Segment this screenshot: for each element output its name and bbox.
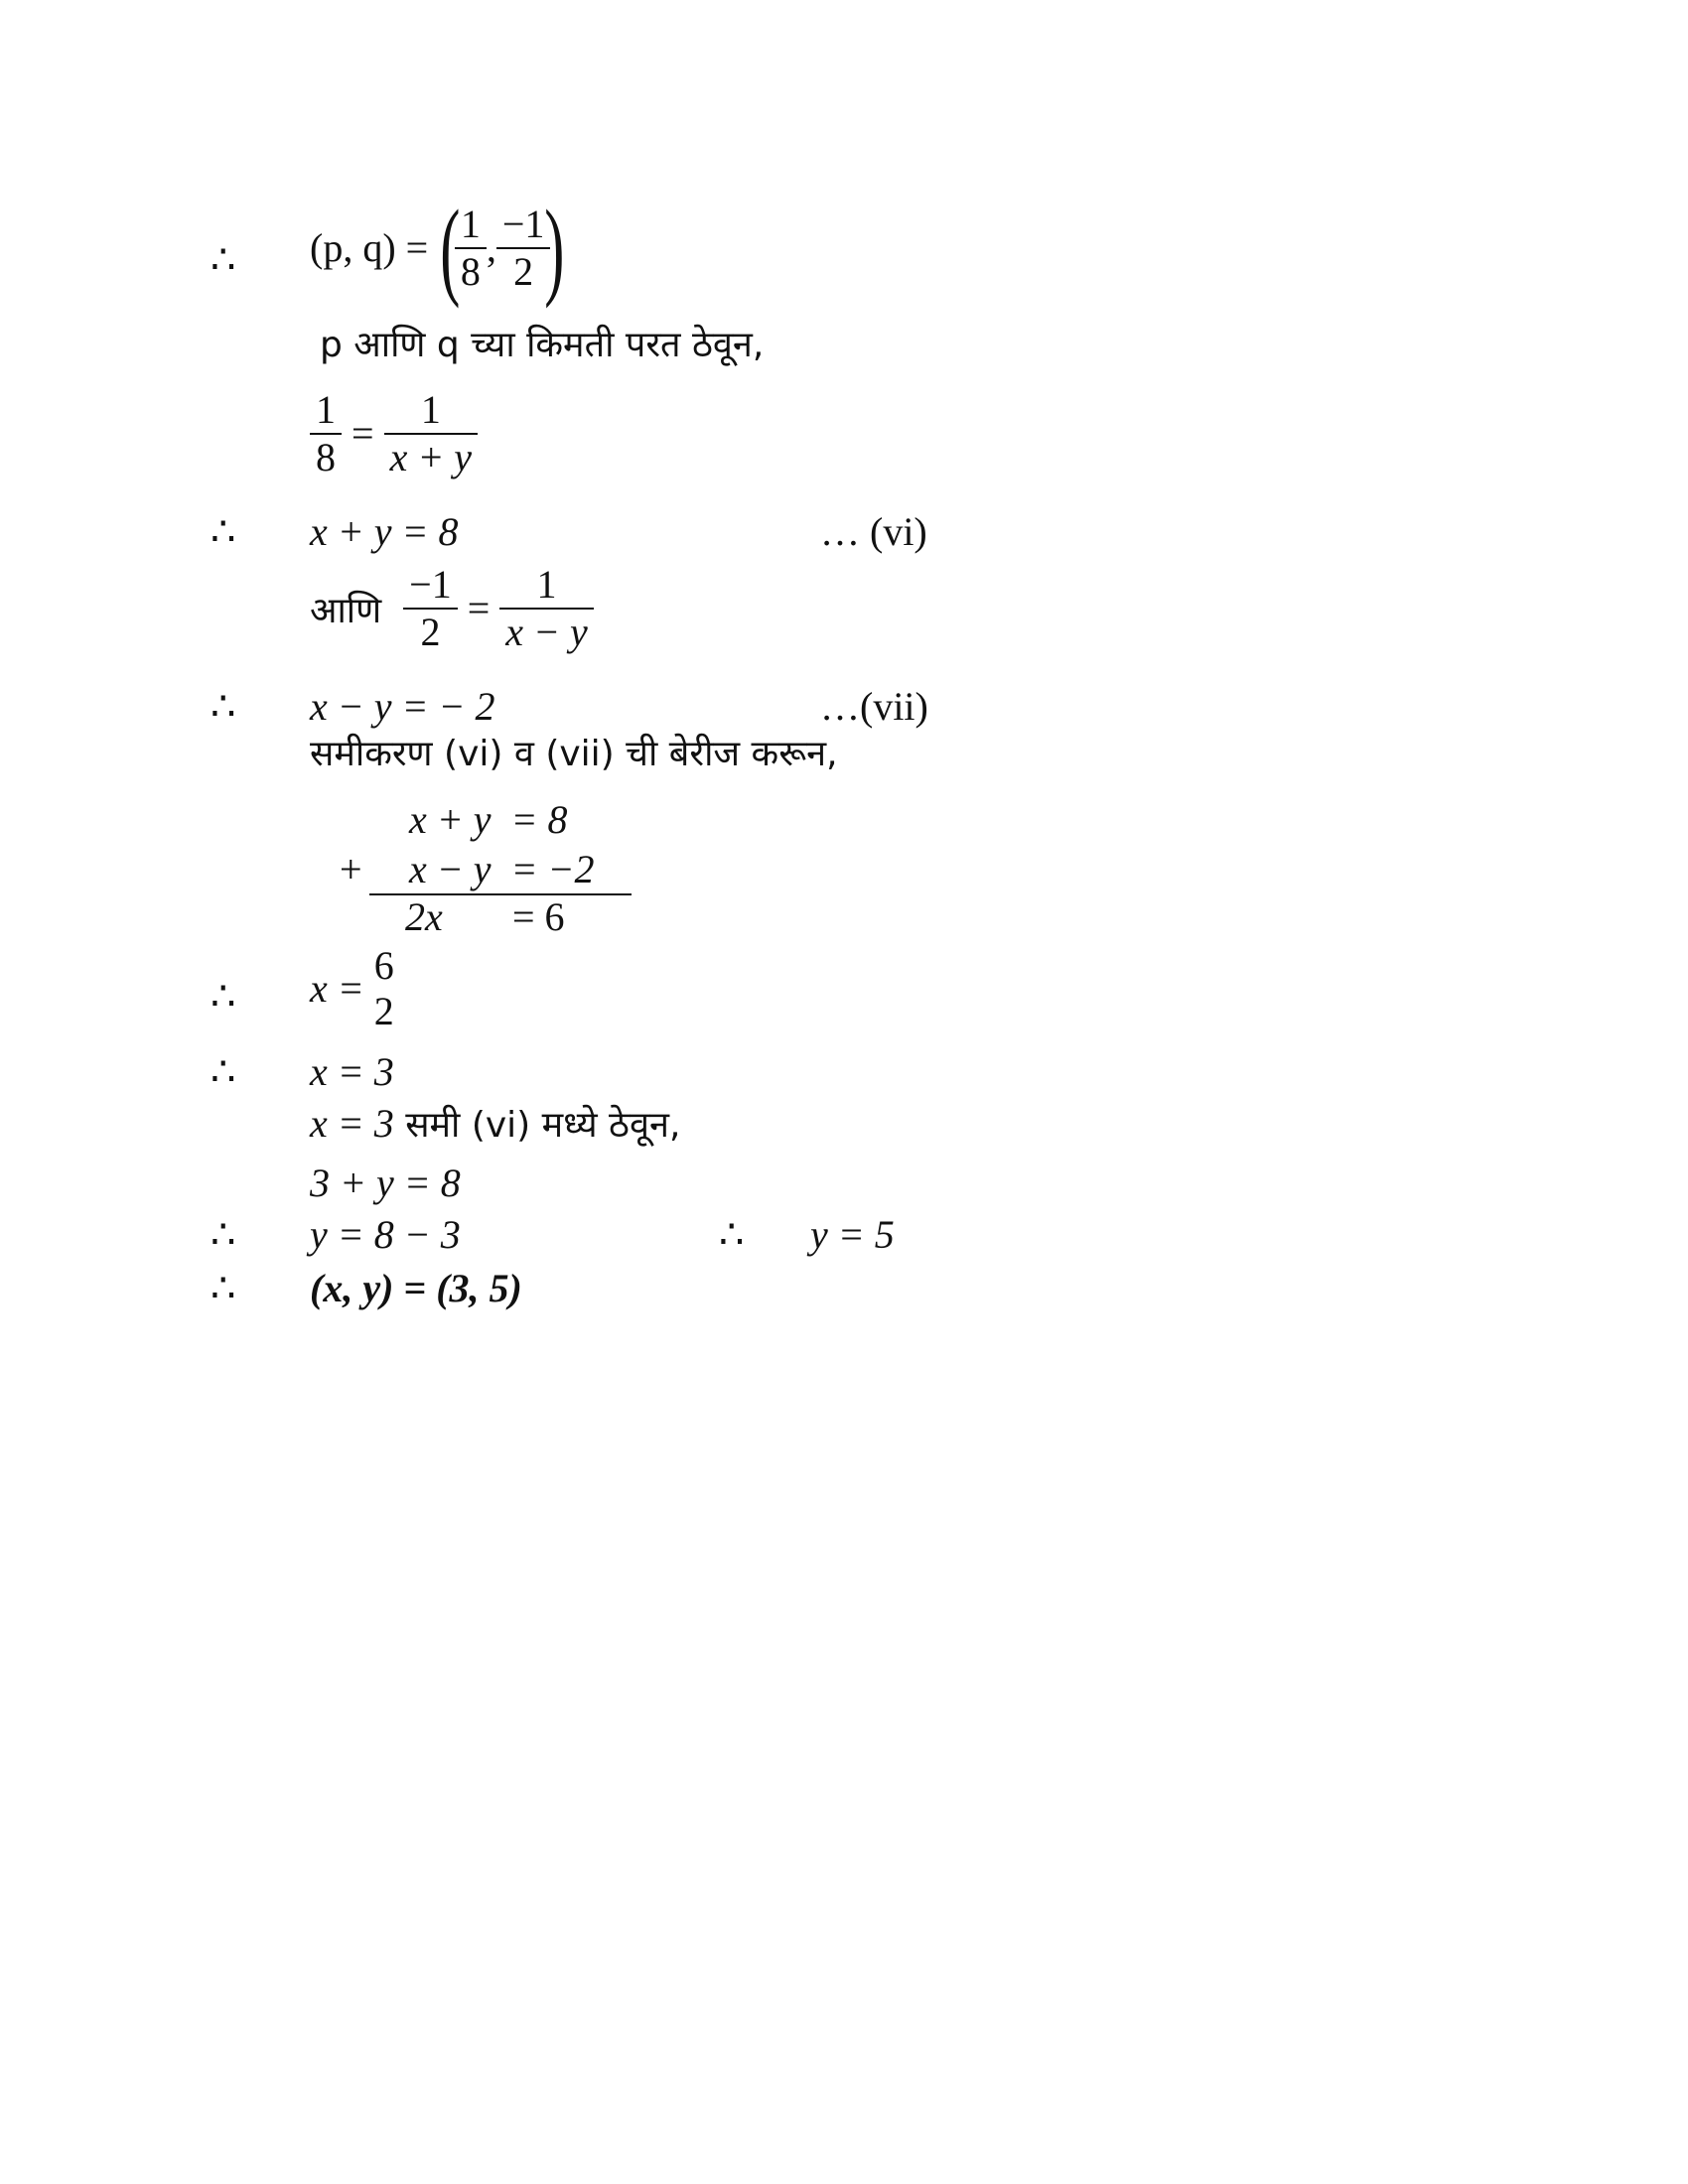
left-paren: (	[440, 188, 461, 309]
addition-row-3-left: 2x	[405, 894, 443, 939]
therefore-symbol: ∴	[211, 974, 236, 1019]
equation-x-fraction	[310, 943, 400, 1034]
fraction-numerator: 1	[310, 387, 342, 435]
equals-sign: =	[467, 586, 491, 630]
addition-plus-sign: +	[340, 847, 362, 891]
fraction-left	[310, 387, 342, 480]
pq-lhs: (p, q) =	[310, 225, 429, 270]
x-equals: x =	[310, 966, 364, 1011]
fraction-denominator: 2	[373, 989, 394, 1033]
fraction-numerator: 1	[455, 202, 487, 249]
substitute-x-line	[310, 1102, 680, 1148]
fraction-denominator: 8	[460, 249, 481, 294]
fraction-numerator: −1	[403, 562, 458, 610]
fraction-right	[499, 562, 594, 655]
therefore-symbol: ∴	[211, 237, 236, 282]
equation-x-3: x = 3	[310, 1049, 394, 1094]
equation-tag-vi: … (vi)	[820, 509, 927, 554]
substitute-pq-text: p आणि q च्या किमती परत ठेवून,	[320, 325, 765, 365]
therefore-symbol: ∴	[211, 1266, 236, 1310]
fraction-numerator: −1	[496, 202, 551, 249]
comma: ,	[486, 225, 496, 270]
addition-row-3-right: = 6	[512, 894, 565, 939]
equation-1-8	[310, 387, 478, 480]
fraction-denominator: 2	[420, 610, 441, 654]
equation-y-5: y = 5	[810, 1212, 895, 1257]
substitute-x-text: समी (vi) मध्ये ठेवून,	[393, 1105, 681, 1146]
fraction-denominator: 8	[316, 435, 336, 479]
fraction-6-2	[368, 943, 400, 1034]
fraction-q	[496, 202, 551, 295]
equation-tag-vii: …(vii)	[820, 684, 928, 729]
final-answer: (x, y) = (3, 5)	[310, 1266, 522, 1310]
fraction-numerator: 6	[373, 943, 394, 988]
addition-row-1: x + y = 8	[409, 797, 568, 842]
equation-vi: x + y = 8	[310, 509, 459, 554]
equation-y-8-minus-3: y = 8 − 3	[310, 1212, 461, 1257]
therefore-symbol: ∴	[211, 1049, 236, 1094]
equation-3-plus-y: 3 + y = 8	[310, 1160, 461, 1205]
pq-values-equation	[310, 188, 573, 309]
fraction-denominator: x − y	[505, 610, 588, 654]
equals-sign: =	[352, 411, 374, 456]
addition-row-2: x − y = −2	[409, 847, 595, 891]
right-paren: )	[544, 188, 565, 309]
fraction-numerator: 1	[384, 387, 479, 435]
x-equals-3: x = 3	[310, 1101, 394, 1146]
therefore-symbol: ∴	[211, 684, 236, 729]
fraction-denominator: 2	[513, 249, 534, 294]
and-word: आणि	[310, 590, 382, 631]
fraction-right	[384, 387, 479, 480]
fraction-numerator: 1	[499, 562, 594, 610]
therefore-symbol: ∴	[211, 1212, 236, 1257]
therefore-symbol: ∴	[211, 509, 236, 554]
fraction-denominator: x + y	[389, 435, 473, 479]
add-equations-text: समीकरण (vi) व (vii) ची बेरीज करून,	[310, 734, 838, 774]
therefore-symbol: ∴	[719, 1212, 745, 1257]
equation-minus-1-2	[310, 562, 594, 655]
equation-vii: x − y = − 2	[310, 684, 495, 729]
fraction-left	[403, 562, 458, 655]
